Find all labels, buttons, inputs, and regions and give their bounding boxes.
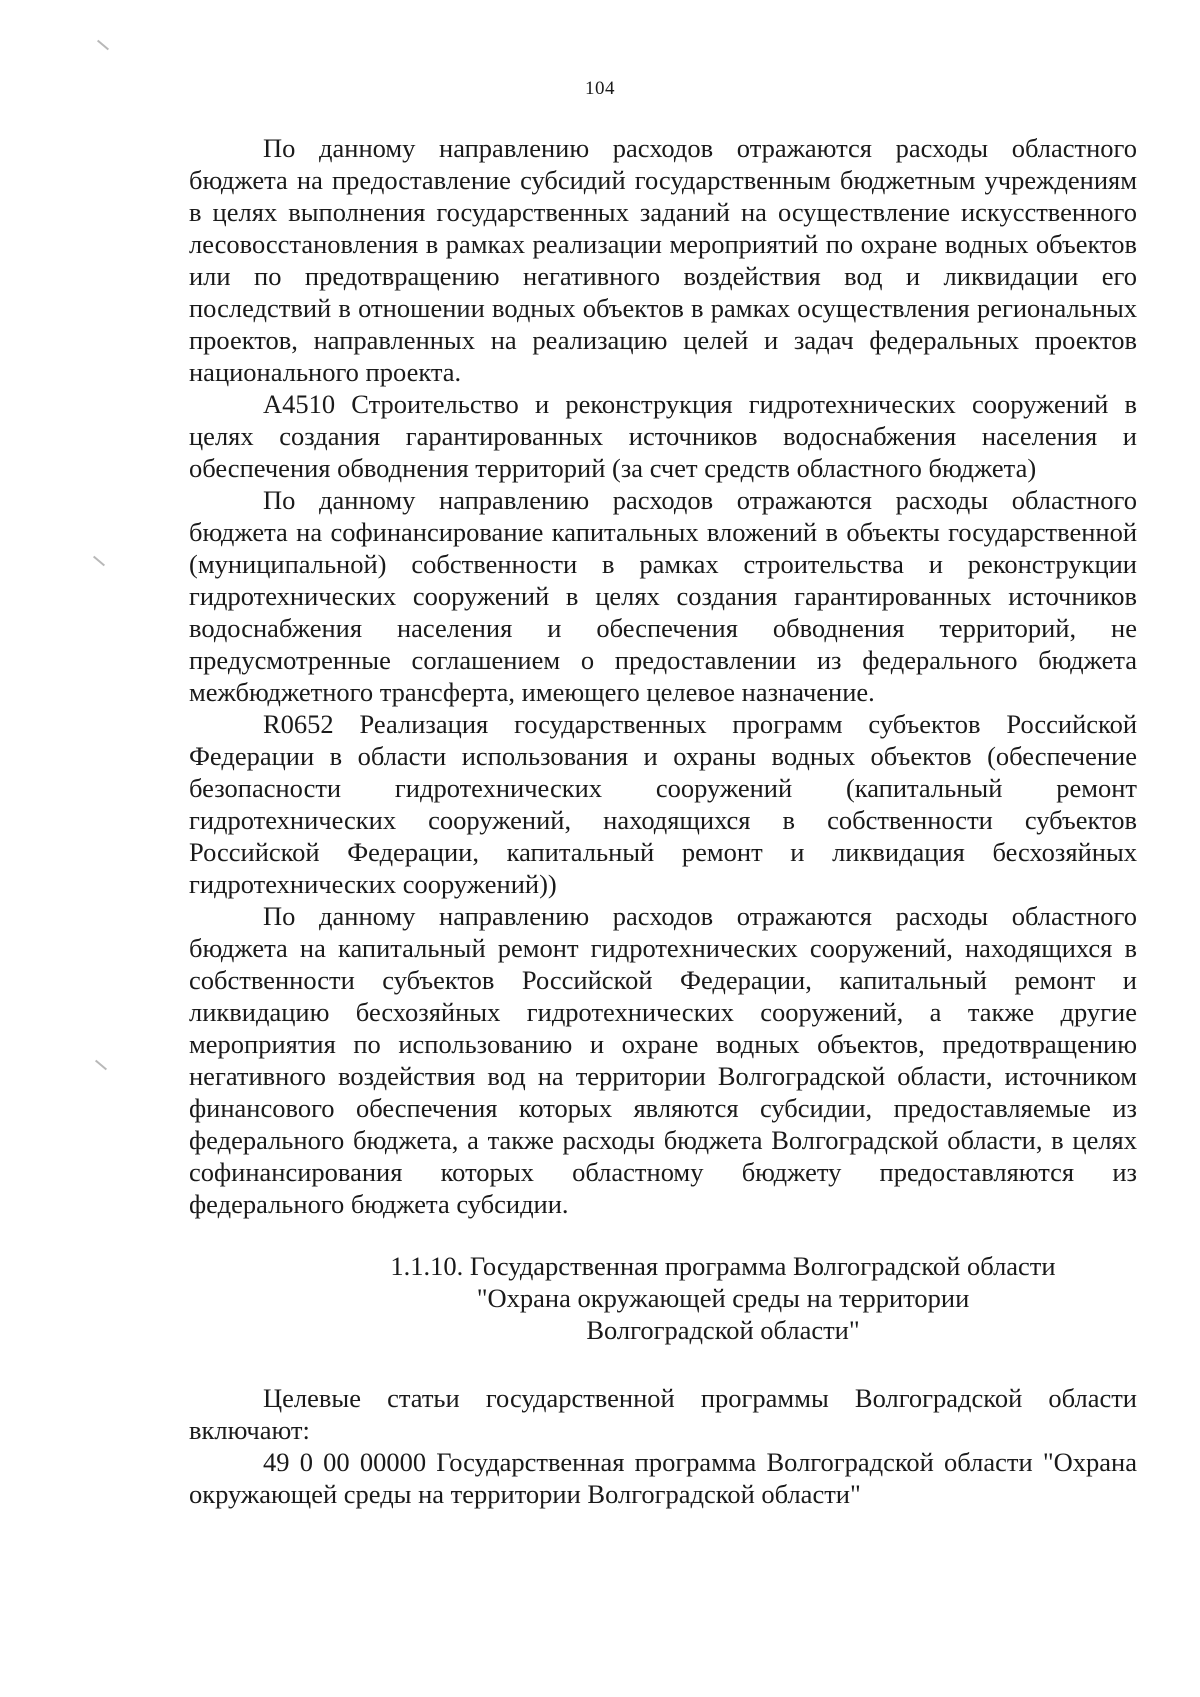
document-body — [189, 132, 1137, 1510]
section-heading-line: "Охрана окружающей среды на территории — [476, 1283, 970, 1313]
scan-artifact — [97, 40, 109, 51]
paragraph-expense-description-2: По данному направлению расходов отражаются расходы областного бюджета на софинансирование капитальных вложений в объекты государственной (муниципальной) собственности в рамках строительства и реконструкции гидротехнических сооружений в целях создания гарантированных источников водоснабжения населения и обеспечения обводнения территорий, не предусмотренные соглашением о предоставлении из федерального бюджета межбюджетного трансферта, имеющего целевое назначение. — [189, 485, 1137, 707]
paragraph-code-49-0-00-00000: 49 0 00 00000 Государственная программа Волгоградской области "Охрана окружающей среды на территории Волгоградской области" — [189, 1447, 1137, 1509]
paragraph-target-articles-intro: Целевые статьи государственной программы Волгоградской области включают: — [189, 1383, 1137, 1445]
section-heading — [189, 1250, 1137, 1346]
scan-artifact — [93, 556, 105, 567]
paragraph-expense-description-3: По данному направлению расходов отражаются расходы областного бюджета на капитальный ремонт гидротехнических сооружений, находящихся в собственности субъектов Российской Федерации, капитальный ремонт и ликвидацию бесхозяйных гидротехнических сооружений, а также другие мероприятия по использованию и охране водных объектов, предотвращению негативного воздействия вод на территории Волгоградской области, источником финансового обеспечения которых являются субсидии, предоставляемые из федерального бюджета, а также расходы бюджета Волгоградской области, в целях софинансирования которых областному бюджету предоставляются из федерального бюджета субсидии. — [189, 901, 1137, 1219]
section-heading-line: 1.1.10. Государственная программа Волгоградской области — [390, 1251, 1056, 1281]
paragraph-expense-description-1: По данному направлению расходов отражаются расходы областного бюджета на предоставление субсидий государственным бюджетным учреждениям в целях выполнения государственных заданий на осуществление искусственного лесовосстановления в рамках реализации мероприятий по охране водных объектов или по предотвращению негативного воздействия вод и ликвидации его последствий в отношении водных объектов в рамках осуществления региональных проектов, направленных на реализацию целей и задач федеральных проектов национального проекта. — [189, 133, 1137, 387]
paragraph-code-a4510: А4510 Строительство и реконструкция гидротехнических сооружений в целях создания гарантированных источников водоснабжения населения и обеспечения обводнения территорий (за счет средств областного бюджета) — [189, 389, 1137, 483]
paragraph-code-r0652: R0652 Реализация государственных программ субъектов Российской Федерации в области использования и охраны водных объектов (обеспечение безопасности гидротехнических сооружений (капитальный ремонт гидротехнических сооружений, находящихся в собственности субъектов Российской Федерации, капитальный ремонт и ликвидация бесхозяйных гидротехнических сооружений)) — [189, 709, 1137, 899]
page-number: 104 — [585, 78, 615, 99]
scan-artifact — [95, 1060, 107, 1071]
section-heading-line: Волгоградской области" — [586, 1315, 860, 1345]
